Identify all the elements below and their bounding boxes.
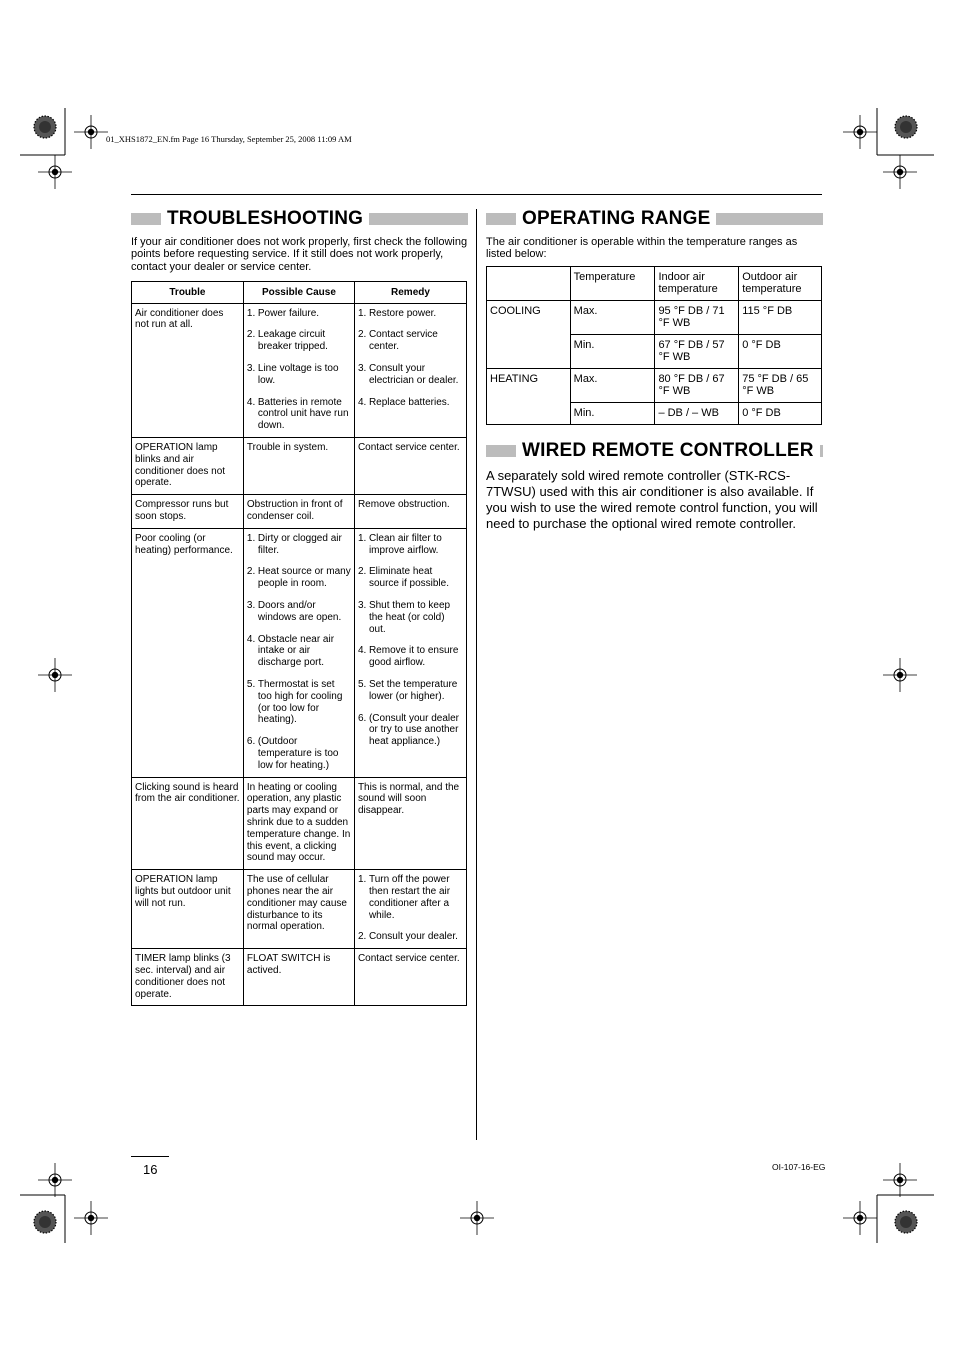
item-text: Clean air filter to improve airflow. bbox=[368, 532, 442, 556]
table-header-cell: Temperature bbox=[570, 266, 655, 300]
list-item bbox=[358, 442, 463, 454]
item-number: 4. bbox=[246, 396, 256, 408]
item-number: 2. bbox=[246, 329, 256, 341]
cause-cell bbox=[243, 528, 354, 777]
outdoor-cell: 115 °F DB bbox=[739, 300, 822, 334]
list-item bbox=[358, 329, 463, 353]
trouble-cell: OPERATION lamp lights but outdoor unit will not run. bbox=[132, 870, 244, 949]
table-row bbox=[132, 949, 467, 1006]
list-item bbox=[247, 953, 351, 977]
remedy-cell bbox=[354, 438, 466, 495]
item-text: In heating or cooling operation, any plastic parts may expand or shrink due to a sudden temperature change. In this event, a clicking sound may occur. bbox=[246, 781, 351, 864]
item-number: 2. bbox=[357, 931, 367, 943]
trouble-cell: OPERATION lamp blinks and air conditioner does not operate. bbox=[132, 438, 244, 495]
document-code: OI-107-16-EG bbox=[772, 1162, 826, 1172]
table-row bbox=[132, 777, 467, 870]
item-text: Consult your electrician or dealer. bbox=[368, 363, 459, 386]
item-text: Obstacle near air intake or air discharge port. bbox=[257, 633, 335, 669]
registration-mark-icon bbox=[883, 658, 917, 692]
remedy-cell bbox=[354, 303, 466, 437]
item-text: Remove obstruction. bbox=[357, 499, 450, 511]
item-number: 4. bbox=[246, 633, 256, 645]
column-header: Trouble bbox=[132, 281, 244, 303]
item-text: Line voltage is too low. bbox=[257, 363, 339, 386]
column-header: Remedy bbox=[354, 281, 466, 303]
item-text: Contact service center. bbox=[368, 329, 438, 353]
remedy-cell bbox=[354, 949, 466, 1006]
item-text: Consult your dealer. bbox=[368, 931, 458, 943]
trouble-cell: Compressor runs but soon stops. bbox=[132, 495, 244, 529]
trouble-cell: Poor cooling (or heating) performance. bbox=[132, 528, 244, 777]
list-item bbox=[358, 931, 463, 943]
item-number: 4. bbox=[357, 396, 367, 408]
registration-mark-icon bbox=[883, 155, 917, 189]
list-item bbox=[358, 566, 463, 590]
section-heading bbox=[486, 209, 823, 229]
item-text: (Consult your dealer or try to use another heat appliance.) bbox=[368, 712, 459, 748]
troubleshooting-table bbox=[131, 281, 467, 1006]
item-number: 6. bbox=[357, 712, 367, 724]
list-item bbox=[358, 397, 463, 409]
registration-mark-icon bbox=[843, 115, 877, 149]
heading-bar bbox=[131, 213, 161, 225]
print-header: 01_XHS1872_EN.fm Page 16 Thursday, September 25, 2008 11:09 AM bbox=[106, 134, 352, 144]
list-item bbox=[247, 397, 351, 432]
outdoor-cell: 75 °F DB / 65 °F WB bbox=[739, 368, 822, 402]
list-item bbox=[247, 600, 351, 624]
page-number-rule bbox=[131, 1156, 169, 1157]
item-number: 2. bbox=[246, 566, 256, 578]
outdoor-cell: 0 °F DB bbox=[739, 402, 822, 424]
item-text: Set the temperature lower (or higher). bbox=[368, 679, 458, 702]
heading-bar bbox=[486, 213, 516, 225]
list-item bbox=[358, 600, 463, 635]
level-cell: Max. bbox=[570, 300, 655, 334]
list-item bbox=[247, 533, 351, 557]
column-divider bbox=[476, 209, 477, 1140]
cause-cell bbox=[243, 438, 354, 495]
heading-bar bbox=[369, 213, 468, 225]
list-item bbox=[358, 363, 463, 387]
remedy-cell bbox=[354, 777, 466, 870]
registration-mark-icon bbox=[38, 658, 72, 692]
list-item bbox=[358, 308, 463, 320]
item-text: Doors and/or windows are open. bbox=[257, 600, 342, 623]
item-number: 3. bbox=[357, 363, 367, 375]
item-text: Power failure. bbox=[257, 307, 320, 319]
page-number: 16 bbox=[143, 1162, 158, 1177]
troubleshooting-section bbox=[131, 209, 468, 1006]
table-row bbox=[132, 870, 467, 949]
list-item bbox=[358, 645, 463, 669]
item-text: Shut them to keep the heat (or cold) out. bbox=[368, 600, 451, 635]
item-number: 1. bbox=[357, 532, 367, 544]
color-wheel-icon bbox=[34, 1211, 56, 1233]
item-number: 6. bbox=[246, 736, 256, 748]
item-number: 3. bbox=[246, 600, 256, 612]
list-item bbox=[247, 679, 351, 726]
heading-bar bbox=[716, 213, 823, 225]
top-rule bbox=[131, 194, 822, 195]
operating-range-section bbox=[486, 209, 823, 425]
trouble-cell: TIMER lamp blinks (3 sec. interval) and air conditioner does not operate. bbox=[132, 949, 244, 1006]
item-text: Trouble in system. bbox=[246, 442, 329, 454]
list-item bbox=[247, 329, 351, 353]
item-number: 1. bbox=[246, 307, 256, 319]
list-item bbox=[358, 953, 463, 965]
item-text: Contact service center. bbox=[357, 442, 460, 454]
list-item bbox=[358, 713, 463, 748]
item-number: 1. bbox=[246, 532, 256, 544]
table-row bbox=[132, 528, 467, 777]
list-item bbox=[247, 736, 351, 771]
color-wheel-icon bbox=[34, 116, 56, 138]
mode-cell: COOLING bbox=[487, 300, 571, 368]
level-cell: Min. bbox=[570, 334, 655, 368]
item-number: 2. bbox=[357, 329, 367, 341]
trouble-cell: Air conditioner does not run at all. bbox=[132, 303, 244, 437]
section-heading bbox=[131, 209, 468, 229]
list-item bbox=[358, 499, 463, 511]
item-text: Contact service center. bbox=[357, 953, 460, 965]
table-row bbox=[132, 495, 467, 529]
outdoor-cell: 0 °F DB bbox=[739, 334, 822, 368]
list-item bbox=[358, 533, 463, 557]
registration-mark-icon bbox=[74, 1201, 108, 1235]
operating-range-table bbox=[486, 266, 822, 425]
item-number: 1. bbox=[357, 874, 367, 886]
heading-bar bbox=[486, 445, 516, 457]
indoor-cell: 80 °F DB / 67 °F WB bbox=[655, 368, 739, 402]
item-number: 1. bbox=[357, 307, 367, 319]
column-header: Possible Cause bbox=[243, 281, 354, 303]
level-cell: Max. bbox=[570, 368, 655, 402]
troubleshooting-intro: If your air conditioner does not work properly, first check the following points before requesting service. If it still does not work properly, contact your dealer or service center. bbox=[131, 236, 468, 273]
color-wheel-icon bbox=[895, 116, 917, 138]
item-text: FLOAT SWITCH is actived. bbox=[246, 953, 331, 976]
item-text: Thermostat is set too high for cooling (or too low for heating). bbox=[257, 679, 343, 726]
heading-bar bbox=[820, 445, 823, 457]
table-row bbox=[132, 303, 467, 437]
item-text: The use of cellular phones near the air conditioner may cause disturbance to its normal operation. bbox=[246, 874, 347, 933]
item-text: This is normal, and the sound will soon disappear. bbox=[357, 781, 460, 817]
item-number: 5. bbox=[357, 679, 367, 691]
list-item bbox=[247, 442, 351, 454]
operating-range-title: OPERATING RANGE bbox=[522, 208, 711, 229]
wired-remote-section bbox=[486, 441, 823, 532]
item-text: Obstruction in front of condenser coil. bbox=[246, 499, 343, 523]
wired-remote-body: A separately sold wired remote controller (STK-RCS-7TWSU) used with this air conditioner is also available. If you wish to use the wired remote control function, you will need to purchase the optional wired remote controller. bbox=[486, 468, 818, 531]
item-number: 4. bbox=[357, 645, 367, 657]
item-number: 5. bbox=[246, 679, 256, 691]
item-text: Remove it to ensure good airflow. bbox=[368, 645, 459, 669]
list-item bbox=[358, 874, 463, 921]
cause-cell bbox=[243, 777, 354, 870]
trouble-cell: Clicking sound is heard from the air conditioner. bbox=[132, 777, 244, 870]
table-header-cell bbox=[487, 266, 571, 300]
list-item bbox=[247, 634, 351, 669]
wired-remote-title: WIRED REMOTE CONTROLLER bbox=[522, 440, 814, 461]
table-header-cell: Outdoor air temperature bbox=[739, 266, 822, 300]
list-item bbox=[247, 363, 351, 387]
list-item bbox=[247, 308, 351, 320]
level-cell: Min. bbox=[570, 402, 655, 424]
remedy-cell bbox=[354, 495, 466, 529]
remedy-cell bbox=[354, 870, 466, 949]
mode-cell: HEATING bbox=[487, 368, 571, 424]
troubleshooting-title: TROUBLESHOOTING bbox=[167, 208, 364, 229]
list-item bbox=[247, 874, 351, 933]
remedy-cell bbox=[354, 528, 466, 777]
cause-cell bbox=[243, 870, 354, 949]
item-number: 3. bbox=[246, 363, 256, 375]
item-number: 2. bbox=[357, 566, 367, 578]
item-text: Heat source or many people in room. bbox=[257, 566, 351, 590]
cause-cell bbox=[243, 495, 354, 529]
item-number: 3. bbox=[357, 600, 367, 612]
indoor-cell: 67 °F DB / 57 °F WB bbox=[655, 334, 739, 368]
item-text: Turn off the power then restart the air conditioner after a while. bbox=[368, 874, 451, 921]
item-text: (Outdoor temperature is too low for heating.) bbox=[257, 736, 339, 771]
registration-mark-icon bbox=[38, 1163, 72, 1197]
indoor-cell: 95 °F DB / 71 °F WB bbox=[655, 300, 739, 334]
section-heading bbox=[486, 441, 823, 461]
cause-cell bbox=[243, 303, 354, 437]
registration-mark-icon bbox=[843, 1201, 877, 1235]
color-wheel-icon bbox=[895, 1211, 917, 1233]
registration-mark-icon bbox=[460, 1201, 494, 1235]
table-row bbox=[132, 438, 467, 495]
registration-mark-icon bbox=[74, 115, 108, 149]
list-item bbox=[247, 566, 351, 590]
operating-range-intro: The air conditioner is operable within the temperature ranges as listed below: bbox=[486, 236, 798, 261]
item-text: Dirty or clogged air filter. bbox=[257, 532, 342, 556]
item-text: Eliminate heat source if possible. bbox=[368, 566, 449, 590]
item-text: Restore power. bbox=[368, 307, 437, 319]
cause-cell bbox=[243, 949, 354, 1006]
item-text: Batteries in remote control unit have run down. bbox=[257, 396, 349, 432]
list-item bbox=[358, 679, 463, 703]
list-item bbox=[358, 782, 463, 817]
item-text: Replace batteries. bbox=[368, 396, 450, 408]
list-item bbox=[247, 499, 351, 523]
table-header-cell: Indoor air temperature bbox=[655, 266, 739, 300]
registration-mark-icon bbox=[883, 1163, 917, 1197]
item-text: Leakage circuit breaker tripped. bbox=[257, 329, 328, 353]
list-item bbox=[247, 782, 351, 865]
registration-mark-icon bbox=[38, 155, 72, 189]
indoor-cell: – DB / – WB bbox=[655, 402, 739, 424]
